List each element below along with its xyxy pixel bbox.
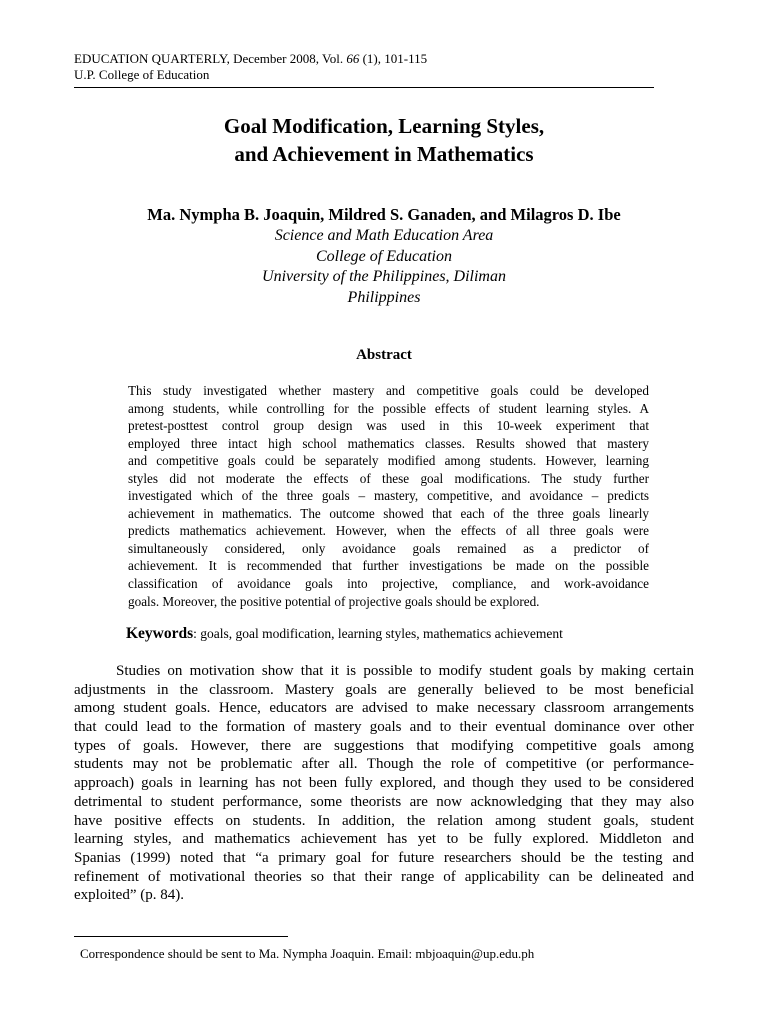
institution-line: U.P. College of Education [74, 67, 210, 82]
affiliation-line: College of Education [316, 247, 452, 265]
paper-title [74, 112, 694, 168]
body-line: adjustments in the classroom. Mastery goals are generally believed to be most beneficial [74, 681, 694, 698]
affiliation-line: University of the Philippines, Diliman [262, 268, 506, 285]
footnote-rule [74, 936, 288, 937]
affiliation-line: Science and Math Education Area [274, 227, 494, 244]
abstract-line: classification of avoidance goals into projective, compliance, and work-avoidance [128, 576, 649, 592]
author-affiliation [74, 226, 694, 308]
body-line: refinement of motivational theories so that their range of applicability can be delineated and [74, 868, 694, 885]
abstract-line: predicts mathematics achievement. However, when the effects of all three goals were [128, 523, 649, 539]
keywords [126, 624, 686, 644]
body-line: Spanias (1999) noted that “a primary goal for future researchers should be the testing and [74, 849, 694, 866]
author-list: Ma. Nympha B. Joaquin, Mildred S. Ganaden, and Milagros D. Ibe [147, 205, 621, 224]
body-line: among student goals. Hence, educators are advised to make necessary classroom arrangements [74, 700, 694, 717]
body-paragraph [74, 662, 694, 905]
title-line: and Achievement in Mathematics [234, 142, 534, 166]
abstract-line: achievement. It is recommended that further investigations be made on the possible [128, 558, 649, 574]
abstract-line: investigated which of the three goals – mastery, competitive, and avoidance – predicts [128, 488, 649, 504]
abstract-line: simultaneously considered, only avoidance goals remained as a predictor of [128, 540, 649, 556]
body-line: types of goals. However, there are suggestions that modifying competitive goals among [74, 737, 694, 754]
body-line: detrimental to student performance, some theorists are now acknowledging that they may also [74, 793, 694, 810]
body-line: exploited” (p. 84). [74, 887, 184, 904]
body-line: approach) goals in learning has not been fully explored, and though they used to be considered [74, 775, 694, 792]
abstract-line: and competitive goals could be separately modified among students. However, learning [128, 453, 649, 469]
issue-pages: (1), 101-115 [362, 51, 428, 66]
abstract-line: employed three intact high school mathematics classes. Results showed that mastery [128, 435, 649, 451]
keywords-list: : goals, goal modification, learning styles, mathematics achievement [193, 626, 563, 641]
body-line: learning styles, and mathematics achievement has yet to be fully explored. Middleton and [74, 831, 694, 848]
correspondence-footnote: Correspondence should be sent to Ma. Nympha Joaquin. Email: mbjoaquin@up.edu.ph [80, 946, 535, 961]
journal-citation [74, 51, 654, 67]
body-line: that could lead to the formation of mastery goals and to their eventual dominance over other [74, 719, 694, 736]
abstract-line: This study investigated whether mastery and competitive goals could be developed [128, 383, 649, 398]
abstract-text [128, 382, 649, 610]
affiliation-line: Philippines [347, 288, 421, 306]
running-header [74, 51, 654, 83]
abstract-line: styles did not moderate the effects of these goal modifications. The study further [128, 470, 649, 486]
title-line: Goal Modification, Learning Styles, [223, 114, 545, 138]
abstract-line: among students, while controlling for the possible effects of student learning styles. A [128, 400, 649, 416]
abstract-line: goals. Moreover, the positive potential of projective goals should be explored. [128, 593, 540, 609]
body-line: Studies on motivation show that it is possible to modify student goals by making certain [116, 663, 694, 679]
abstract-line: achievement in mathematics. The outcome showed that each of the three goals linearly [128, 505, 649, 521]
body-line: students may not be problematic after all. Though the role of competitive (or performance- [74, 756, 694, 773]
header-rule [74, 87, 654, 88]
abstract-line: pretest-posttest control group design was used in this 10-week experiment that [128, 418, 649, 434]
journal-name-date: EDUCATION QUARTERLY, December 2008, Vol. [74, 51, 344, 66]
body-line: have positive effects on students. In addition, the relation among student goals, student [74, 812, 694, 829]
volume-number: 66 [346, 51, 360, 66]
keywords-label: Keywords [126, 625, 194, 642]
abstract-heading: Abstract [356, 347, 412, 363]
